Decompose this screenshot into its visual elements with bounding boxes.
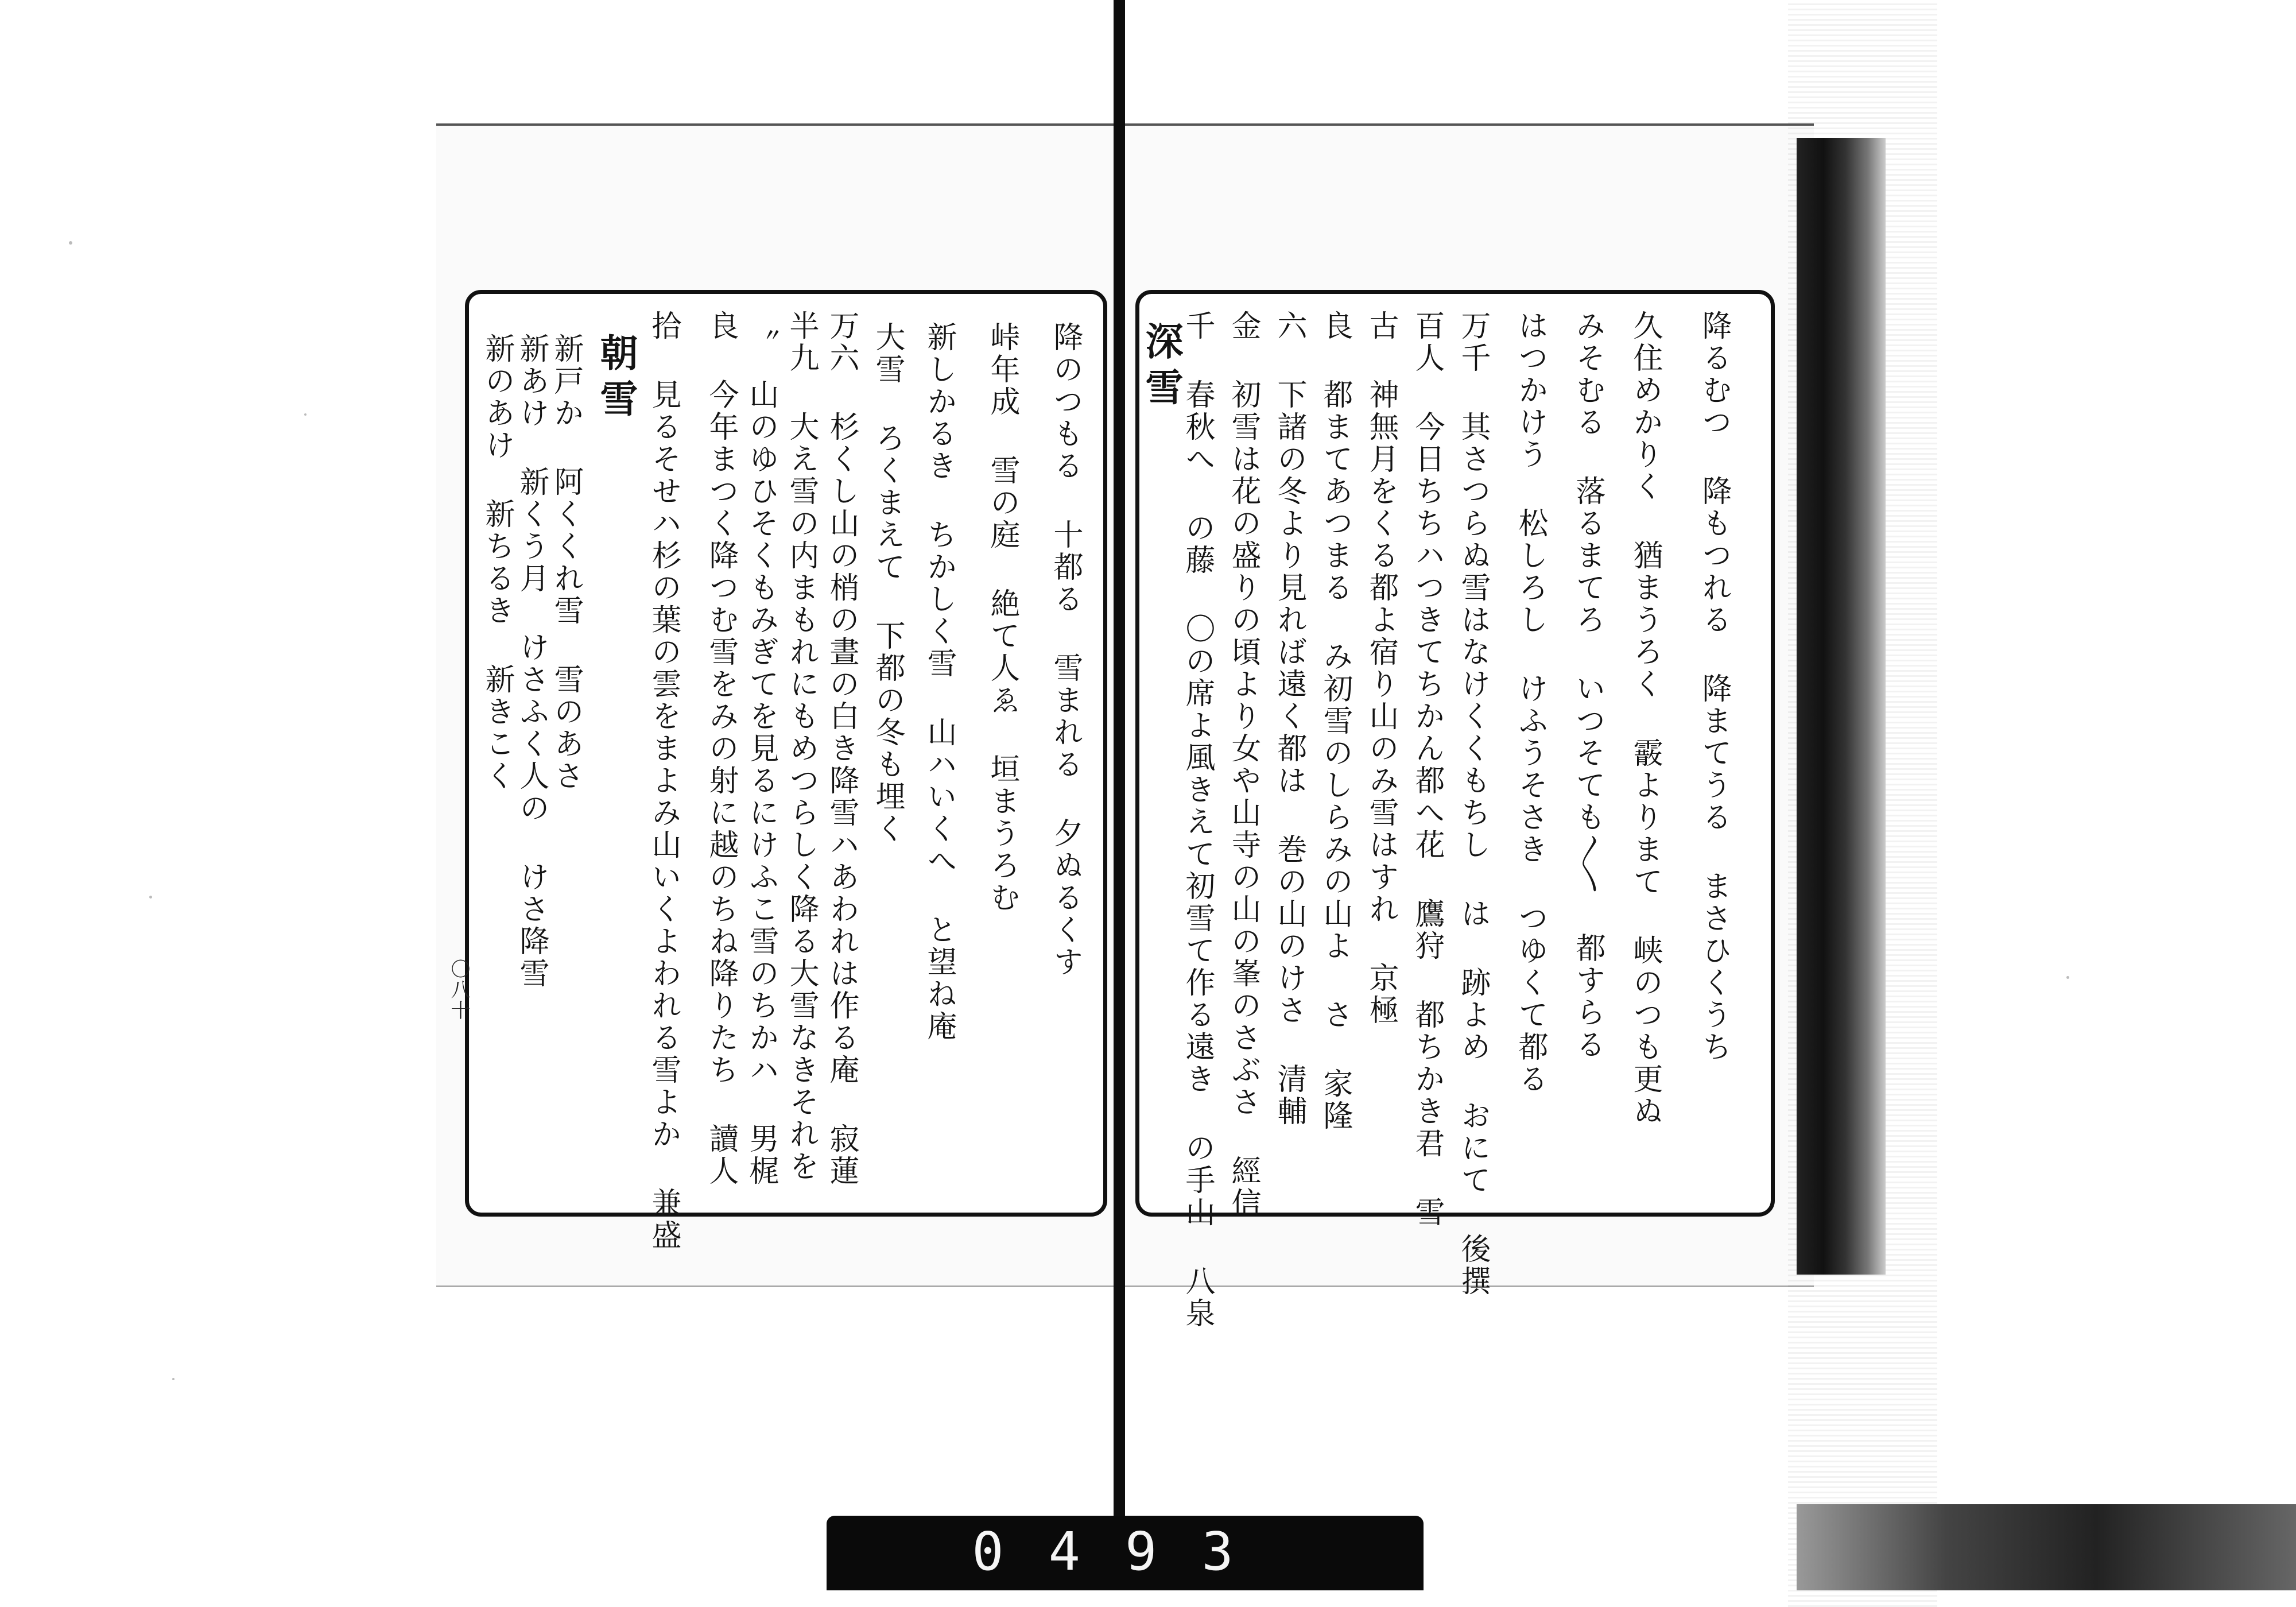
text-column: 新しかるき ちかしく雪 山ハいくへ と望ね庵 — [922, 322, 956, 1043]
text-column: 六 下諸の冬より見れば遠く都は 巻の山のけさ 清輔 — [1272, 310, 1306, 1128]
text-column: 良 今年まつく降つむ雪をみの射に越のちね降りたち 讀人 — [704, 310, 738, 1187]
scan-bottom-edge — [1797, 1504, 2296, 1590]
frame-number: 0493 — [972, 1521, 1278, 1582]
folio-number: 〇八十 — [447, 959, 470, 1021]
text-column: 拾 見るそせハ杉の葉の雲をまよみ山いくよわれる雪よか 兼盛 — [646, 310, 681, 1252]
page-stack-edge — [1797, 138, 1886, 1275]
right-heading: 深雪 — [1139, 322, 1184, 413]
scan-speck — [172, 1378, 174, 1380]
scan-speck — [149, 896, 152, 899]
scan-speck — [304, 413, 307, 416]
text-column: 降るむつ 降もつれる 降まてうる まさひくうち — [1697, 310, 1731, 1063]
text-column: 金 初雪は花の盛りの頃より女や山寺の山の峯のさぶさ 經信 — [1226, 310, 1261, 1219]
text-column: 〝 山のゆひそくもみぎてを見るにけふこ雪のちかハ 男梶 — [744, 310, 778, 1187]
text-column: 万六 杉くし山の梢の晝の白き降雪ハあわれは作る庵 寂蓮 — [824, 310, 859, 1187]
text-column: 良 都まてあつまる み初雪のしらみの山よ さ 家隆 — [1318, 310, 1352, 1132]
text-column: 大雪 ろくまえて 下都の冬も埋く — [870, 322, 905, 845]
text-column: 新戸か 阿くくれ雪 雪のあさ — [549, 333, 583, 792]
text-column: はつかけう 松しろし けふうそさき つゆくて都る — [1513, 310, 1548, 1095]
text-column: 古 神無月をくる都よ宿り山のみ雪はすれ 京極 — [1364, 310, 1398, 1027]
text-column: 百人 今日ちちハつきてちかん都へ花 鷹狩 都ちかき君 雪 — [1410, 310, 1444, 1229]
text-column: 新のあけ 新ちるき 新きこく — [480, 333, 514, 792]
text-column: 降のつもる 十都る 雪まれる 夕ぬるくす — [1048, 322, 1083, 978]
scan-speck — [2066, 976, 2069, 979]
text-column: みそむる 落るまてろ いつそても〳〵 都すらる — [1570, 310, 1605, 1061]
text-column: 新あけ 新くう月 けさふく人の けさ降雪 — [514, 333, 549, 990]
text-column: 半九 大え雪の内まもれにもめつらしく降る大雪なきそれを — [784, 310, 819, 1183]
text-column: 久住めかりく 猶まうろく 霰よりまて 峡のつも更ぬ — [1628, 310, 1662, 1128]
left-heading: 朝雪 — [594, 333, 638, 425]
scan-speck — [69, 241, 72, 245]
text-column: 峠年成 雪の庭 絶て人ゑ 垣まうろむ — [985, 322, 1019, 914]
text-column: 千 春秋へ の藤 〇の席よ風きえて初雪て作る遠き の手山 八泉 — [1180, 310, 1215, 1330]
text-column: 万千 其さつらぬ雪はなけくくもちし は 跡よめ おにて 後撰 — [1456, 310, 1490, 1298]
book-spine — [1114, 0, 1125, 1539]
